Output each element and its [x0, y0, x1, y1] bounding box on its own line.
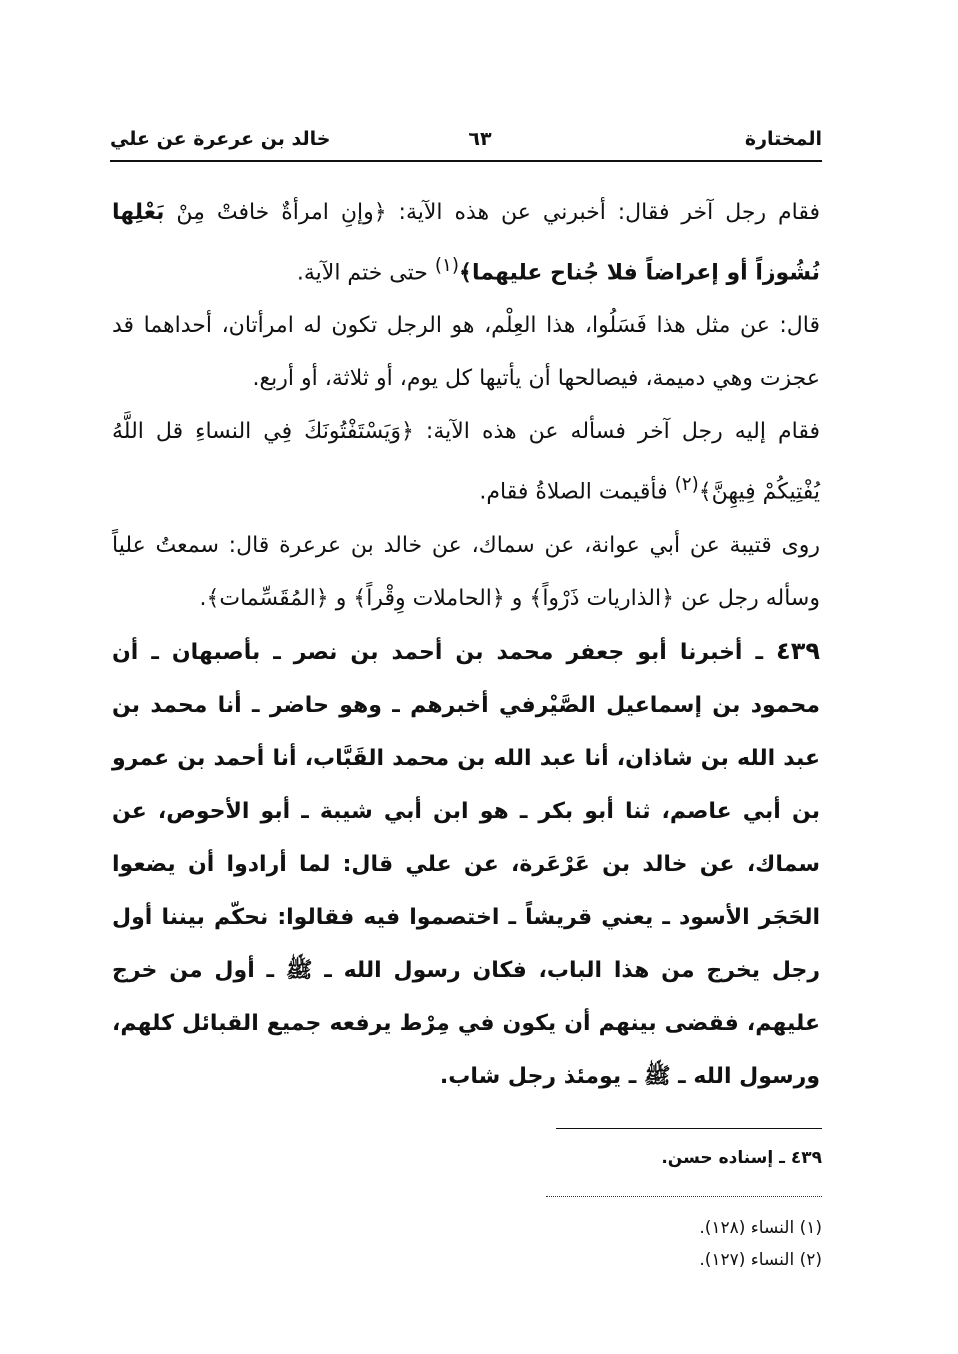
footnote-ref-1: (١) — [434, 255, 460, 276]
hadith-number: ٤٣٩ — [776, 636, 820, 665]
hadith-text: ـ أخبرنا أبو جعفر محمد بن أحمد بن نصر ـ بأصبهان ـ أن محمود بن إسماعيل الصَّيْرفي أخبرهم ـ وهو حاضر ـ أنا محمد بن عبد الله بن شاذان، أنا عبد الله بن محمد القَبَّاب، أنا أحمد بن عمرو بن أبي عاصم، ثنا أبو بكر ـ هو ابن أبي شيبة ـ أبو الأحوص، عن سماك، عن خالد بن عَرْعَرة، عن علي قال: لما أرادوا أن يضعوا الحَجَر الأسود ـ يعني قريشاً ـ اختصموا فيه فقالوا: نحكّم بيننا أول رجل يخرج من هذا الباب، فكان رسول الله ـ ﷺ ـ أول من خرج عليهم، فقضى بينهم أن يكون في مِرْط يرفعه جميع القبائل كلهم، ورسول الله ـ ﷺ ـ يومئذ رجل شاب. — [112, 639, 820, 1089]
section-title: خالد بن عرعرة عن علي — [110, 128, 331, 150]
footnote-dotted-divider — [546, 1196, 822, 1197]
footnote-1: (١) النساء (١٢٨). — [699, 1218, 822, 1238]
paragraph-3-quote: فقام إليه رجل آخر فسأله عن هذه الآية: ﴿وَيَسْتَفْتُونَكَ فِي النساءِ قل اللَّهُ يُفْتِيكُمْ فِيهِنَّ﴾ — [112, 419, 820, 505]
page-number: ٦٣ — [468, 128, 492, 150]
paragraph-2: قال: عن مثل هذا فَسَلُوا، هذا العِلْم، هو الرجل تكون له امرأتان، أحداهما قد عجزت وهي دميمة، فيصالحها أن يأتيها كل يوم، أو ثلاثة، أو أربع. — [112, 313, 820, 392]
paragraph-1-quote: بَعْلِها نُشُوزاً أو إعراضاً فلا جُناح عليهما﴾ — [112, 200, 820, 286]
footnote-divider — [556, 1128, 822, 1129]
book-title: المختارة — [744, 128, 822, 150]
header-divider — [110, 160, 822, 162]
paragraph-3 — [112, 405, 820, 518]
hadith-grading-note: ٤٣٩ ـ إسناده حسن. — [661, 1148, 822, 1168]
paragraph-1-line-1: فقام رجل آخر فقال: أخبرني عن هذه الآية: ﴿وإنِ امرأةٌ خافتْ مِنْ — [176, 200, 820, 225]
page-header — [110, 122, 822, 158]
paragraph-hadith-439 — [112, 625, 820, 1103]
paragraph-1 — [112, 186, 820, 299]
main-text — [112, 186, 820, 1103]
footnote-2: (٢) النساء (١٢٧). — [699, 1250, 822, 1270]
footnote-list — [699, 1212, 822, 1276]
paragraph-4: روى قتيبة عن أبي عوانة، عن سماك، عن خالد بن عرعرة قال: سمعتُ علياً وسأله رجل عن ﴿الذاريات ذَرْواً﴾ و ﴿الحاملات وِقْراً﴾ و ﴿المُقَسِّمات﴾. — [112, 532, 820, 611]
paragraph-3-rest: فأقيمت الصلاةُ فقام. — [479, 479, 675, 505]
paragraph-1-rest: حتى ختم الآية. — [296, 260, 435, 286]
footnote-ref-2: (٢) — [674, 474, 699, 496]
